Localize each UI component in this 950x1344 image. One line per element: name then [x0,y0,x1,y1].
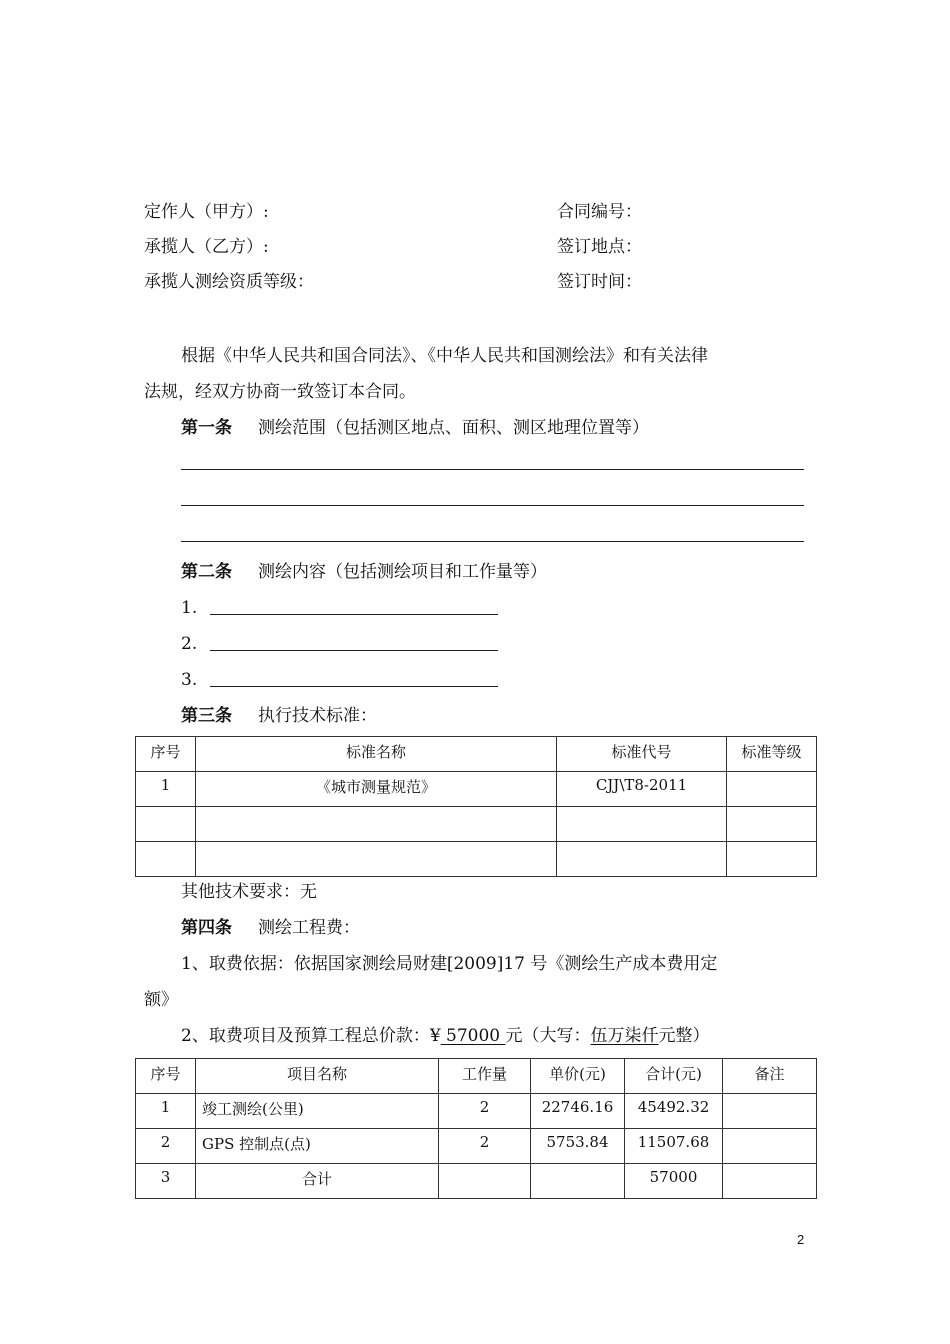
party-b-label: 承揽人（乙方）: [144,237,269,257]
header-cell: 标准代号 [557,737,727,772]
table-cell [196,842,557,877]
table-cell [727,772,817,807]
header-cell: 序号 [136,737,196,772]
table-cell: 11507.68 [625,1129,723,1164]
table-cell: 22746.16 [531,1094,625,1129]
table-header-row [136,1059,817,1094]
table-cell [727,842,817,877]
article-2-title: 第二条 [181,562,232,582]
table-row [136,842,817,877]
table-cell [531,1164,625,1199]
table-cell: 竣工测绘(公里) [196,1094,439,1129]
standards-table [135,736,817,877]
table-cell [723,1094,817,1129]
table-cell: 2 [439,1129,531,1164]
fee-basis-line-1: 1、取费依据：依据国家测绘局财建[2009]17 号《测绘生产成本费用定 [181,954,718,974]
sign-time-label: 签订时间： [557,272,642,292]
article-2-item-number: 2. [181,634,198,654]
article-3-text: 执行技术标准： [258,706,377,726]
other-requirements: 其他技术要求：无 [181,882,317,902]
party-a-label: 定作人（甲方）: [144,202,269,222]
table-cell: 45492.32 [625,1094,723,1129]
qualification-label: 承揽人测绘资质等级： [144,272,314,292]
article-4-title: 第四条 [181,918,232,938]
article-4-text: 测绘工程费： [258,918,360,938]
budget-amount: 57000 [440,1026,506,1046]
table-cell: GPS 控制点(点) [196,1129,439,1164]
table-cell: 57000 [625,1164,723,1199]
article-2-item-blank [210,650,498,651]
table-cell [723,1164,817,1199]
article-2-text: 测绘内容（包括测绘项目和工作量等） [258,562,547,582]
article-1-blank-line [181,505,804,506]
table-cell [557,842,727,877]
table-cell: 3 [136,1164,196,1199]
table-cell [136,807,196,842]
table-row [136,772,817,807]
article-1-text: 测绘范围（包括测区地点、面积、测区地理位置等） [258,418,649,438]
article-1-blank-line [181,541,804,542]
header-cell: 备注 [723,1059,817,1094]
table-cell: 1 [136,1094,196,1129]
header-cell: 工作量 [439,1059,531,1094]
budget-mid: 元（大写： [505,1026,591,1046]
header-cell: 序号 [136,1059,196,1094]
article-2-item-blank [210,614,498,615]
article-1-title: 第一条 [181,418,232,438]
table-cell [136,842,196,877]
fee-basis-line-2: 额》 [144,990,178,1010]
table-cell [557,807,727,842]
article-3-title: 第三条 [181,706,232,726]
budget-line [181,1024,710,1048]
header-cell: 合计(元) [625,1059,723,1094]
table-cell: 5753.84 [531,1129,625,1164]
article-1-blank-line [181,469,804,470]
fee-table [135,1058,817,1199]
header-cell: 标准名称 [196,737,557,772]
table-row [136,1164,817,1199]
page-number: 2 [797,1232,805,1247]
intro-line-2: 法规，经双方协商一致签订本合同。 [144,382,416,402]
table-cell [439,1164,531,1199]
article-2-item-blank [210,686,498,687]
table-row [136,1129,817,1164]
table-row [136,807,817,842]
table-cell [723,1129,817,1164]
budget-prefix: 2、取费项目及预算工程总价款：¥ [181,1026,441,1046]
table-cell: 2 [439,1094,531,1129]
table-cell: 2 [136,1129,196,1164]
table-cell [196,807,557,842]
header-cell: 项目名称 [196,1059,439,1094]
table-header-row [136,737,817,772]
table-cell [727,807,817,842]
article-2-item-number: 3. [181,670,198,690]
sign-place-label: 签订地点： [557,237,642,257]
table-cell: CJJ\T8-2011 [557,772,727,807]
table-cell: 1 [136,772,196,807]
header-cell: 单价(元) [531,1059,625,1094]
intro-line-1: 根据《中华人民共和国合同法》、《中华人民共和国测绘法》和有关法律 [181,346,708,366]
budget-amount-words: 伍万柒仟 [590,1026,659,1046]
article-2-item-number: 1. [181,598,198,618]
table-row [136,1094,817,1129]
contract-number-label: 合同编号： [557,202,642,222]
budget-suffix: 元整） [658,1026,710,1046]
table-cell: 合计 [196,1164,439,1199]
header-cell: 标准等级 [727,737,817,772]
table-cell: 《城市测量规范》 [196,772,557,807]
